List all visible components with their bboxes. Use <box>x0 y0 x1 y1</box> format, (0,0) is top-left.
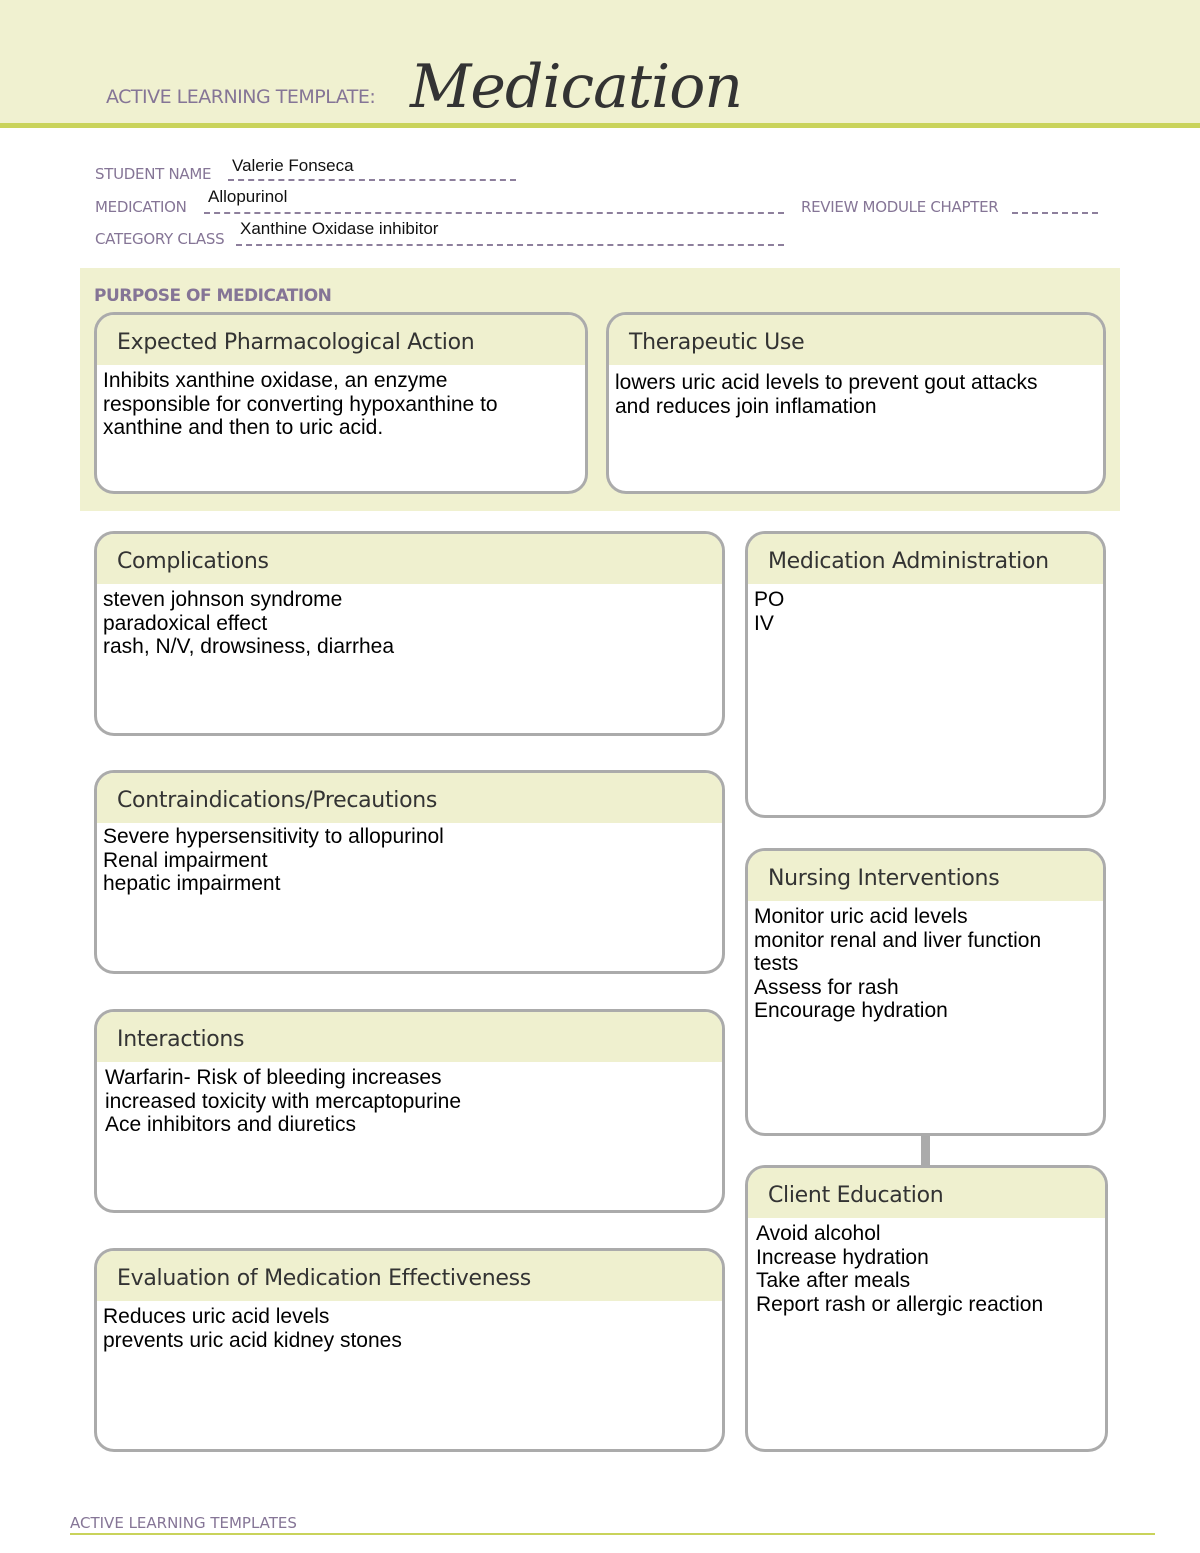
box-body[interactable]: Inhibits xanthine oxidase, an enzyme responsible for converting hypoxanthine to xanthine and then to uric acid. <box>103 369 498 439</box>
connector-line <box>921 1134 930 1168</box>
medication-field[interactable]: Allopurinol <box>208 187 288 206</box>
box-title: Interactions <box>97 1012 722 1062</box>
review-module-label: REVIEW MODULE CHAPTER <box>801 198 999 216</box>
footer-divider <box>70 1533 1155 1535</box>
box-body[interactable]: Reduces uric acid levels prevents uric acid kidney stones <box>103 1305 402 1352</box>
box-title: Nursing Interventions <box>748 851 1103 901</box>
box-body[interactable]: Warfarin- Risk of bleeding increases increased toxicity with mercaptopurine Ace inhibitors and diuretics <box>105 1066 461 1136</box>
interactions-box <box>94 1009 725 1213</box>
nursing-interventions-box <box>745 848 1106 1136</box>
box-title: Client Education <box>748 1168 1105 1218</box>
medication-line <box>204 212 784 214</box>
footer-text: ACTIVE LEARNING TEMPLATES <box>70 1514 297 1532</box>
box-body[interactable]: Severe hypersensitivity to allopurinol Renal impairment hepatic impairment <box>103 825 444 895</box>
student-name-field[interactable]: Valerie Fonseca <box>232 156 354 175</box>
category-class-label: CATEGORY CLASS <box>95 230 225 248</box>
template-label: ACTIVE LEARNING TEMPLATE: <box>106 86 376 108</box>
page-title: Medication <box>410 52 742 122</box>
box-body[interactable]: Avoid alcohol Increase hydration Take after meals Report rash or allergic reaction <box>756 1222 1044 1316</box>
box-title: Contraindications/Precautions <box>97 773 722 823</box>
client-education-box <box>745 1165 1108 1452</box>
student-name-line <box>228 179 516 181</box>
box-body[interactable]: steven johnson syndrome paradoxical effect rash, N/V, drowsiness, diarrhea <box>103 588 395 658</box>
category-class-field[interactable]: Xanthine Oxidase inhibitor <box>240 219 439 238</box>
box-body[interactable]: lowers uric acid levels to prevent gout attacks and reduces join inflamation <box>615 371 1038 418</box>
box-title: Evaluation of Medication Effectiveness <box>97 1251 722 1301</box>
student-name-label: STUDENT NAME <box>95 165 212 183</box>
administration-box <box>745 531 1106 818</box>
expected-action-box <box>94 312 588 494</box>
box-title: Complications <box>97 534 722 584</box>
therapeutic-use-box <box>606 312 1106 494</box>
box-title: Therapeutic Use <box>609 315 1103 365</box>
evaluation-box <box>94 1248 725 1452</box>
box-body[interactable]: Monitor uric acid levels monitor renal and liver function tests Assess for rash Encourage hydration <box>754 905 1042 1022</box>
category-class-line <box>236 244 784 246</box>
box-title: Medication Administration <box>748 534 1103 584</box>
box-title: Expected Pharmacological Action <box>97 315 585 365</box>
purpose-title: PURPOSE OF MEDICATION <box>94 286 332 306</box>
box-body[interactable]: PO IV <box>754 588 785 635</box>
medication-label: MEDICATION <box>95 198 187 216</box>
review-module-field[interactable] <box>1012 212 1098 214</box>
contraindications-box <box>94 770 725 974</box>
complications-box <box>94 531 725 736</box>
